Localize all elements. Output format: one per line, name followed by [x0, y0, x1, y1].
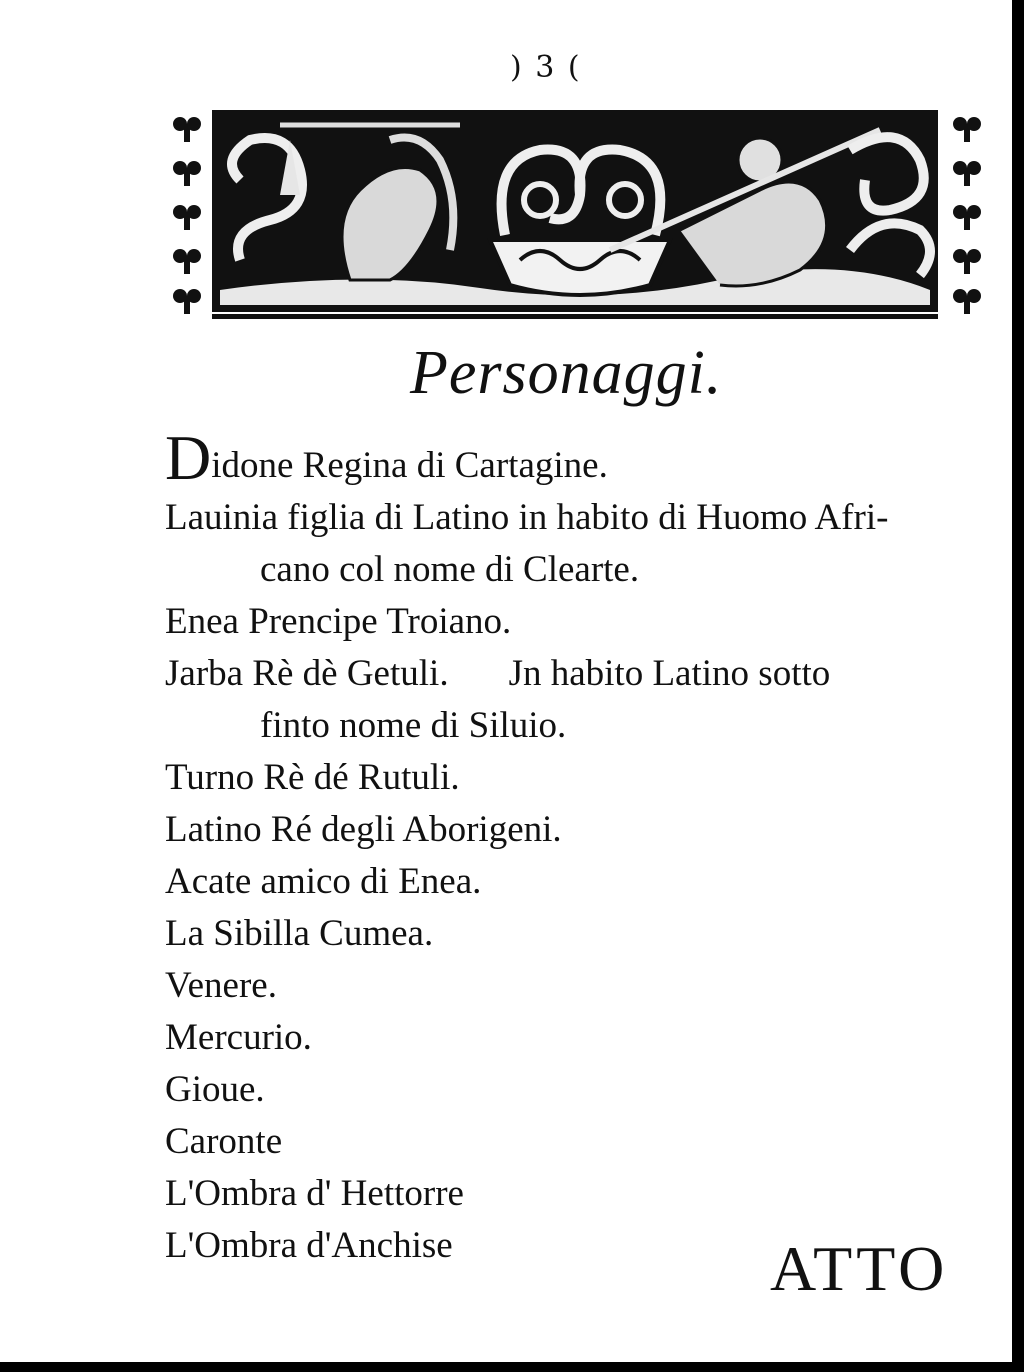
- list-item: [165, 960, 995, 1012]
- catchword: ATTO: [770, 1233, 949, 1304]
- character-name-continuation: finto nome di Siluio.: [260, 705, 567, 746]
- character-name-continuation: cano col nome di Clearte.: [260, 549, 640, 590]
- scan-border-bottom: [0, 1362, 1024, 1372]
- scan-border-right: [1012, 0, 1024, 1372]
- section-title: Personaggi.: [410, 339, 723, 407]
- character-name: Caronte: [165, 1121, 283, 1162]
- list-item: [165, 648, 995, 700]
- character-name: idone Regina di Cartagine.: [211, 445, 608, 486]
- character-note: Jn habito Latino sotto: [508, 653, 831, 694]
- character-name: Jarba Rè dè Getuli.: [165, 653, 449, 694]
- woodcut-sea-monsters-banner-icon: [160, 100, 990, 330]
- list-item: [165, 752, 995, 804]
- character-name: Latino Ré degli Aborigeni.: [165, 809, 562, 850]
- list-item: [165, 1116, 995, 1168]
- list-item: [165, 1064, 995, 1116]
- character-name: Venere.: [165, 965, 277, 1006]
- list-item-continuation: [165, 544, 995, 596]
- character-name: Enea Prencipe Troiano.: [165, 601, 512, 642]
- character-name: Gioue.: [165, 1069, 265, 1110]
- character-name: L'Ombra d' Hettorre: [165, 1173, 464, 1214]
- list-item: [165, 596, 995, 648]
- list-item: [165, 492, 995, 544]
- character-name: La Sibilla Cumea.: [165, 913, 434, 954]
- list-item: [165, 856, 995, 908]
- character-name: L'Ombra d'Anchise: [165, 1225, 453, 1266]
- character-name: Mercurio.: [165, 1017, 312, 1058]
- character-list: [165, 422, 995, 1272]
- character-name: Acate amico di Enea.: [165, 861, 482, 902]
- list-item: [165, 804, 995, 856]
- page-number: ) 3 (: [510, 50, 582, 85]
- character-name: Lauinia figlia di Latino in habito di Huomo Afri-: [165, 497, 889, 538]
- list-item-continuation: [165, 700, 995, 752]
- character-name: Turno Rè dé Rutuli.: [165, 757, 460, 798]
- list-item: [165, 908, 995, 960]
- drop-cap: D: [165, 422, 212, 493]
- list-item: [165, 1168, 995, 1220]
- list-item: [165, 422, 995, 493]
- list-item: [165, 1012, 995, 1064]
